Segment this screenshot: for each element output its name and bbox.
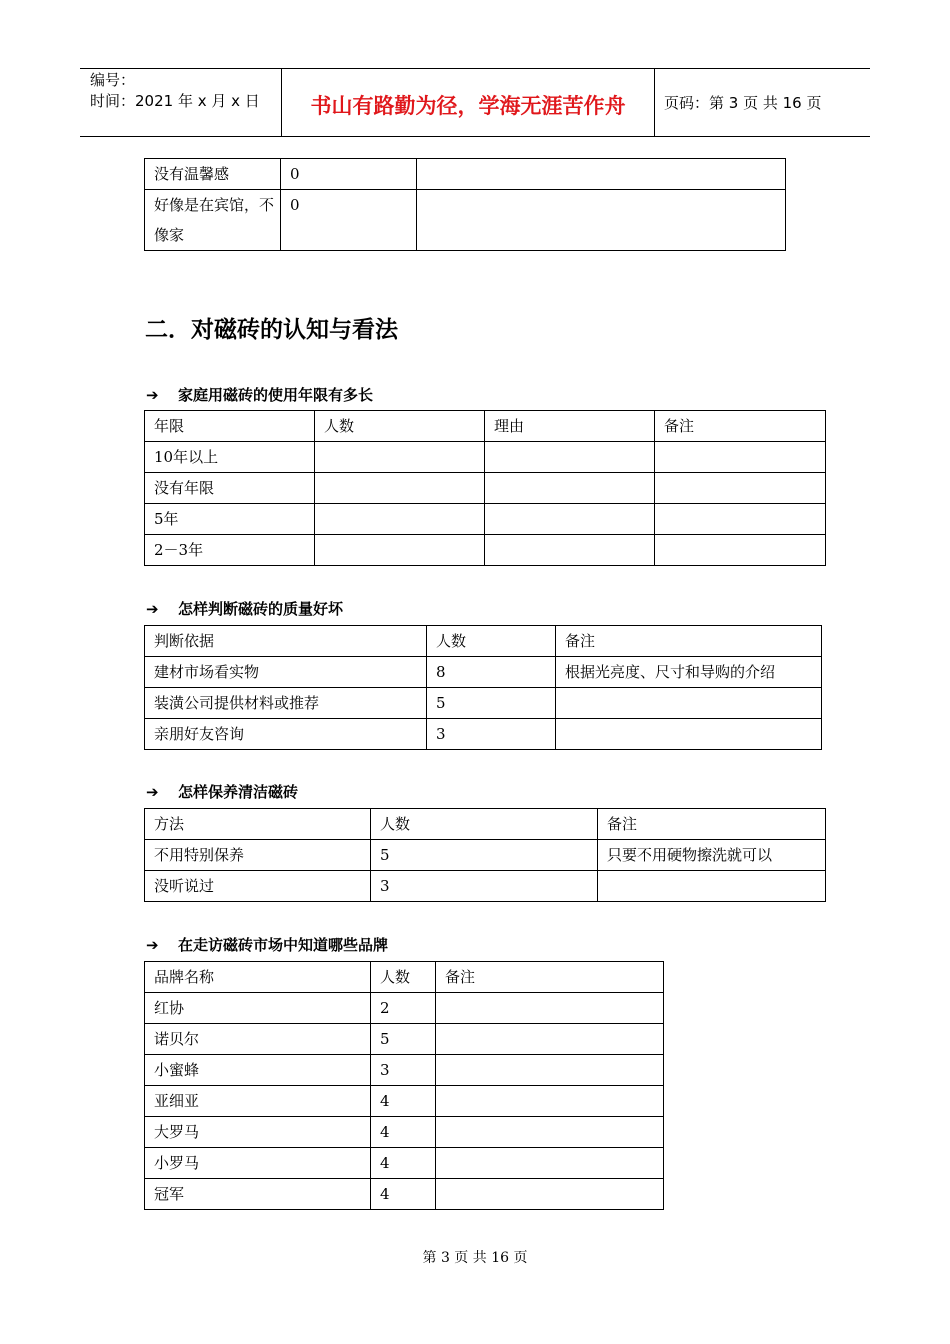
document-date: 时间：2021 年 x 月 x 日 <box>90 92 260 110</box>
table-cell <box>655 442 826 473</box>
table-cell <box>598 871 826 902</box>
column-header: 理由 <box>485 411 655 442</box>
table-cell <box>655 473 826 504</box>
table-cell <box>655 535 826 566</box>
table-row <box>145 159 786 190</box>
subsection-title: 在走访磁砖市场中知道哪些品牌 <box>178 936 389 954</box>
table-row <box>145 535 826 566</box>
table-row <box>145 993 664 1024</box>
table-cell <box>436 1055 664 1086</box>
table-cell: 3 <box>371 1055 436 1086</box>
table-row <box>145 1117 664 1148</box>
header-page-info: 页码：第 3 页 共 16 页 <box>664 94 822 112</box>
table-cell <box>556 688 822 719</box>
header-bottom-rule <box>80 136 870 137</box>
header-meta <box>90 70 260 112</box>
table-cell: 大罗马 <box>145 1117 371 1148</box>
table-cell: 5 <box>371 1024 436 1055</box>
header-top-rule <box>80 68 870 69</box>
section-title: 二．对磁砖的认知与看法 <box>145 317 398 343</box>
cleaning-table <box>144 808 826 902</box>
column-header: 备注 <box>655 411 826 442</box>
column-header: 备注 <box>556 626 822 657</box>
table-cell: 只要不用硬物擦洗就可以 <box>598 840 826 871</box>
table-cell <box>485 473 655 504</box>
table-row <box>145 688 822 719</box>
table-cell: 红协 <box>145 993 371 1024</box>
column-header: 方法 <box>145 809 371 840</box>
table-cell: 4 <box>371 1148 436 1179</box>
table-cell <box>315 504 485 535</box>
table-header-row <box>145 626 822 657</box>
table-header-row <box>145 962 664 993</box>
table-cell: 0 <box>281 190 417 251</box>
column-header: 年限 <box>145 411 315 442</box>
table-row <box>145 1024 664 1055</box>
header-divider <box>654 68 655 137</box>
table-row <box>145 1148 664 1179</box>
table-row <box>145 657 822 688</box>
brands-table <box>144 961 664 1210</box>
subsection-heading <box>146 598 343 619</box>
table-cell: 2 <box>371 993 436 1024</box>
column-header: 人数 <box>371 962 436 993</box>
arrow-right-icon: ➔ <box>146 600 159 618</box>
table-cell <box>417 159 786 190</box>
column-header: 备注 <box>598 809 826 840</box>
table-cell <box>417 190 786 251</box>
table-cell <box>315 535 485 566</box>
table-row <box>145 1179 664 1210</box>
table-cell: 3 <box>371 871 598 902</box>
table-cell <box>315 442 485 473</box>
table-cell: 亲朋好友咨询 <box>145 719 427 750</box>
table-cell <box>436 1024 664 1055</box>
table-cell <box>436 1148 664 1179</box>
table-cell: 5年 <box>145 504 315 535</box>
table-cell: 3 <box>427 719 556 750</box>
table-cell <box>436 1179 664 1210</box>
table-cell: 没有温馨感 <box>145 159 281 190</box>
table-cell: 没听说过 <box>145 871 371 902</box>
table-header-row <box>145 809 826 840</box>
table-cell: 建材市场看实物 <box>145 657 427 688</box>
table-cell: 好像是在宾馆，不像家 <box>145 190 281 251</box>
subsection-title: 怎样保养清洁磁砖 <box>178 783 299 801</box>
continued-table <box>144 158 786 251</box>
table-cell <box>436 993 664 1024</box>
arrow-right-icon: ➔ <box>146 936 159 954</box>
column-header: 人数 <box>371 809 598 840</box>
table-row <box>145 442 826 473</box>
subsection-heading <box>146 781 298 802</box>
arrow-right-icon: ➔ <box>146 783 159 801</box>
table-cell: 不用特别保养 <box>145 840 371 871</box>
table-cell: 4 <box>371 1117 436 1148</box>
table-cell: 冠军 <box>145 1179 371 1210</box>
table-cell: 诺贝尔 <box>145 1024 371 1055</box>
table-cell <box>556 719 822 750</box>
page-footer: 第 3 页 共 16 页 <box>422 1250 528 1266</box>
table-cell: 0 <box>281 159 417 190</box>
table-cell <box>485 442 655 473</box>
table-cell: 5 <box>427 688 556 719</box>
table-cell: 小蜜蜂 <box>145 1055 371 1086</box>
table-cell: 2－3年 <box>145 535 315 566</box>
table-cell: 10年以上 <box>145 442 315 473</box>
arrow-right-icon: ➔ <box>146 386 159 404</box>
table-cell: 根据光亮度、尺寸和导购的介绍 <box>556 657 822 688</box>
table-cell <box>485 535 655 566</box>
document-number: 编号： <box>90 71 136 89</box>
table-cell <box>436 1117 664 1148</box>
table-row <box>145 1086 664 1117</box>
table-cell: 8 <box>427 657 556 688</box>
table-row <box>145 1055 664 1086</box>
table-cell: 没有年限 <box>145 473 315 504</box>
table-cell <box>485 504 655 535</box>
table-cell <box>655 504 826 535</box>
subsection-title: 怎样判断磁砖的质量好坏 <box>178 600 344 618</box>
column-header: 备注 <box>436 962 664 993</box>
header-motto: 书山有路勤为径，学海无涯苦作舟 <box>310 94 626 118</box>
subsection-heading <box>146 934 388 955</box>
table-cell: 4 <box>371 1086 436 1117</box>
table-cell: 4 <box>371 1179 436 1210</box>
table-cell: 5 <box>371 840 598 871</box>
table-row <box>145 190 786 251</box>
table-cell <box>315 473 485 504</box>
table-row <box>145 473 826 504</box>
table-cell: 小罗马 <box>145 1148 371 1179</box>
quality-table <box>144 625 822 750</box>
column-header: 品牌名称 <box>145 962 371 993</box>
table-row <box>145 504 826 535</box>
table-row <box>145 719 822 750</box>
table-cell <box>436 1086 664 1117</box>
table-header-row <box>145 411 826 442</box>
table-cell: 亚细亚 <box>145 1086 371 1117</box>
column-header: 人数 <box>315 411 485 442</box>
column-header: 人数 <box>427 626 556 657</box>
subsection-heading <box>146 384 373 405</box>
column-header: 判断依据 <box>145 626 427 657</box>
lifespan-table <box>144 410 826 566</box>
table-row <box>145 840 826 871</box>
subsection-title: 家庭用磁砖的使用年限有多长 <box>178 386 374 404</box>
table-row <box>145 871 826 902</box>
table-cell: 装潢公司提供材料或推荐 <box>145 688 427 719</box>
